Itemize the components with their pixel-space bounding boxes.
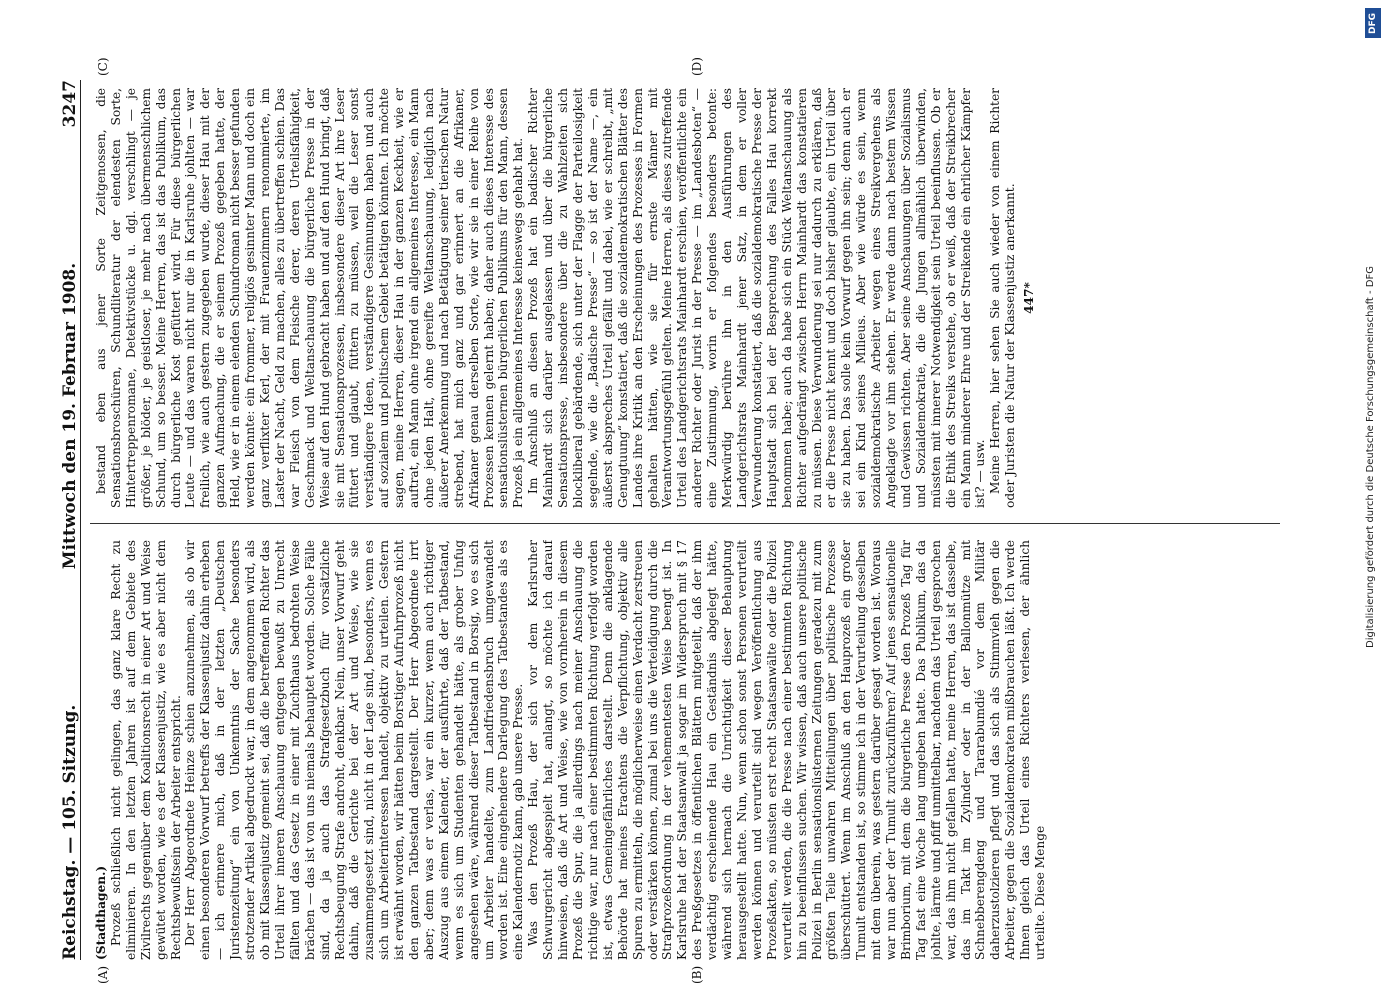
paragraph: Im Anschluß an diesen Prozeß hat ein badischer Richter Mainhardt sich darüber ausgelassen und über die bürgerliche Sensationspresse, insbesondere über die zu Wahlzeiten sich blockliberal gebärdende, sich unter der Flagge der Parteilosigkeit segelnde, wie die „Badische Presse“ — so ist der Name —, ein äußerst abspreches Urteil gefällt und dabei, wie er schreibt, „mit Genugtuung“ konstatiert, daß die sozialdemokratischen Blätter des Landes ihre Kritik an den Erscheinungen des Prozesses in Formen gehalten hätten, wie sie für ernste Männer mit Verantwortungsgefühl gelten. Meine Herren, als dieses zutreffende Urteil des Landgerichtsrats Mainhardt erschien, veröffentlichte ein anderer Richter oder Jurist in der Presse — im „Landesboten“ — eine Zustimmung, worin er folgendes besonders betonte: Merkwürdig berühre ihn in den Ausführungen des Landgerichtsrats Mainhardt jener Satz, in dem er voller Verwunderung konstatiert, daß die sozialdemokratische Presse der Hauptstadt sich bei der Besprechung des Falles Hau korrekt benommen habe; auch da habe sich ein Stück Weltanschauung als Richter aufgedrängt zwischen Herrn Mainhardt das konstatieren zu müssen. Diese Verwunderung sei nur dadurch zu erklären, daß er die Presse nicht kennt und doch bisher glaubte, ein Urteil über sie zu haben. Das solle kein Vorwurf gegen ihn sein; denn auch er sei ein Kind seines Milieus. Aber wie würde es sein, wenn sozialdemokratische Arbeiter wegen eines Streikvergehens als Angeklagte vor ihm stehen. Er werde dann nach bestem Wissen und Gewissen richten. Aber seine Anschauungen über Sozialismus und Sozialdemokratie, die die Jungen allmählich überwinden, müssten mit innerer Notwendigkeit sein Urteil beeinflussen. Ob er die Ethik des Streiks verstehe, ob er weiß, daß der Streikbrecher ein Mann minderer Ehre und der Streikende ein ehrlicher Kämpfer ist? — usw. xyxy=(526,88,988,508)
paragraph: Meine Herren, hier sehen Sie auch wieder von einem Richter oder Juristen die Natur der Klassenjustiz anerkannt. xyxy=(988,88,1018,508)
digitization-credit: Digitalisierung gefördert durch die Deutsche Forschungsgemeinschaft - DFG xyxy=(1365,265,1376,648)
margin-marker-b: (B) xyxy=(690,965,704,984)
paragraph: Der Herr Abgeordnete Heinze schien anzunehmen, als ob wir einen besonderen Vorwurf betreffs der Klassenjustiz dahin erheben — ich erinnere mich, daß in der letzten „Deutschen Juristenzeitung“ ein von Unkenntnis der Sache besonders strotzender Artikel abgedruckt war, in dem angenommen wird, als ob mit Klassenjustiz gemeint sei, daß die betreffenden Richter das Urteil ihrer inneren Anschauung entgegen bewußt zu Unrecht fällten und das Gesetz in einer mit Zuchthaus bedrohten Weise brächen — das ist von uns niemals behauptet worden. Solche Fälle sind, da ja auch das Strafgesetzbuch für vorsätzliche Rechtsbeugung Strafe androht, denkbar. Nein, unser Vorwurf geht dahin, daß die Gerichte bei der Art und Weise, wie sie zusammengesetzt sind, nicht in der Lage sind, besonders, wenn es sich um Arbeiterinteressen handelt, objektiv zu urteilen. Gestern ist erwähnt worden, wir hätten beim Borstiger Aufruhrprozeß nicht den ganzen Tatbestand dargestellt. Der Herr Abgeordnete irrt aber; denn was er verlas, war ein kurzer, wenn auch richtiger Auszug aus einem Kalender, der ausführte, daß der Tatbestand, wenn es sich um Studenten gehandelt hätte, als grober Unfug angesehen wäre, während dieser Tatbestand in Borsig, wo es sich um Arbeiter handelte, zum Landfriedensbruch umgewandelt worden ist. Eine eingehendere Darlegung des Tatbestandes als es eine Kalendernotiz kann, gab unsere Presse. xyxy=(183,540,526,960)
header-left: Reichstag. — 105. Sitzung. xyxy=(60,704,80,960)
right-column xyxy=(94,88,1274,508)
header-center: Mittwoch den 19. Februar 1908. xyxy=(60,262,80,570)
margin-marker-c: (C) xyxy=(96,57,110,76)
dfg-logo: DFG xyxy=(1365,8,1381,38)
speaker-note: (Stadthagen.) xyxy=(94,865,108,960)
page-number: 3247 xyxy=(60,80,80,128)
column-divider xyxy=(90,523,1280,524)
paragraph: Prozeß schließlich nicht gelingen, das ganz klare Recht zu eliminieren. In den letzten Jahren ist auf dem Gebiete des Zivilrechts gegenüber dem Koalitionsrecht in einer Art und Weise gewütet worden, wie es der Klassenjustiz, wie es aber nicht dem Rechtsbewußtsein der Arbeiter entspricht. xyxy=(108,540,183,960)
margin-marker-a: (A) xyxy=(96,965,110,984)
left-column xyxy=(94,540,1274,960)
rotated-page xyxy=(50,0,1048,984)
signature-mark: 447* xyxy=(1022,282,1037,314)
margin-marker-d: (D) xyxy=(690,57,704,76)
paragraph: bestand eben aus jener Sorte Zeitgenossen, die Sensationsbroschüren, Schundliteratur der elendesten Sorte, Hintertreppenromane, Detektivstücke u. dgl. verschlingt — je größer, je blöder, je geistloser, je mehr nach übermenschlichem Schund, um so besser. Meine Herren, das ist das Publikum, das durch bürgerliche Kost gefüttert wird. Für diese bürgerlichen Leute — und das waren nicht nur die in Karlsruhe johlten — war freilich, wie auch gestern zugegeben wurde, dieser Hau mit der ganzen Aufmachung, die er seinem Prozeß gegeben hatte, der Held, wie er in einem elenden Schundroman nicht besser gefunden werden könnte: ein frommer, religiös gesinnter Mann und doch ein ganz verflixter Kerl, der mit Frauenzimmern renommierte, im Laster der Nacht, Geld zu machen, alles zu übertreffen schien. Das war Fleisch von dem Fleische derer, deren Urteilsfähigkeit, Geschmack und Weltanschauung die bürgerliche Presse in der Weise auf den Hund gebracht haben und auf den Hund bringt, daß sie mit Sensationsprozessen, insbesondere dieser Art ihre Leser füttert und glaubt, füttern zu müssen, weil die Leser sonst verständigere Ideen, verständigere Gesinnungen haben und auch auf sozialem und politischem Gebiet betätigen könnten. Ich möchte sagen, meine Herren, dieser Hau in der ganzen Keckheit, wie er auftrat, ein Mann ohne irgend ein allgemeines Interesse, ein Mann ohne jeden Halt, ohne gereifte Weltanschauung, lediglich nach äußerer Anerkennung und nach Betätigung seiner tierischen Natur strebend, hat mich ganz und gar erinnert an die Afrikaner, Afrikaner genau derselben Sorte, wie wir sie in einer Reihe von Prozessen kennen gelernt haben; daher auch dieses Interesse des sensationslüsternen bürgerlichen Publikums für den Mann, dessen Prozeß ja ein allgemeines Interesse keineswegs gehabt hat. xyxy=(94,88,526,508)
paragraph: Was den Prozeß Hau, der sich vor dem Karlsruher Schwurgericht abgespielt hat, anlangt, so möchte ich darauf hinweisen, daß die Art und Weise, wie von vornherein in diesem Prozeß die Spur, die ja allerdings nach meiner Anschauung die richtige war, nur nach einer bestimmten Richtung verfolgt worden ist, etwas Gemeingefährliches darstellt. Denn die anklagende Behörde hat meines Erachtens die Verpflichtung, objektiv alle Spuren zu ermitteln, die möglicherweise einen Verdacht zerstreuen oder verstärken können, zumal bei uns die Verteidigung durch die Strafprozeßordnung in der vehementesten Weise beengt ist. In Karlsruhe hat der Staatsanwalt ja sogar im Widerspruch mit § 17 des Preßgesetzes in öffentlichen Blättern mitgeteilt, daß der ihm verdächtig erscheinende Hau ein Geständnis abgelegt hätte, während sich hernach die Unrichtigkeit dieser Behauptung herausgestellt hatte. Nun, wenn schon sonst Personen verurteilt werden können und verurteilt sind wegen Veröffentlichung aus Prozeßakten, so müssten erst recht Staatsanwälte oder die Polizei verurteilt werden, die die Presse nach einer bestimmten Richtung hin zu beeinflussen suchen. Wir wissen, daß auch unsere politische Polizei in Berlin sensationslüsternen Zeitungen geradezu mit zum größten Teile unwahren Mitteilungen über politische Prozesse überschüttert. Wenn im Anschluß an den Hauprozeß ein großer Tumult entstanden ist, so stimme ich in der Verurteilung desselben mit dem überein, was gestern darüber gesagt worden ist. Woraus war nun aber der Tumult zurückzuführen? Auf jenes sensationelle Brimborium, mit dem die bürgerliche Presse den Prozeß Tag für Tag fast eine Woche lang umgeben hatte. Das Publikum, das da johlte, lärmte und pfiff unmittelbar, nachdem das Urteil gesprochen war, das ihm nicht gefallen hatte, meine Herren, das ist dasselbe, das im Takt im Zylinder oder in der Ballonmütze mit Schnebberengdeng und Tararabumdié vor dem Militär daherzustolzieren pflegt und das sich als Stimmvieh gegen die Arbeiter, gegen die Sozialdemokraten mißbrauchen läßt. Ich werde Ihnen gleich das Urteil eines Richters verlesen, der ähnlich urteilte. Diese Menge xyxy=(526,540,1048,960)
page-header xyxy=(50,80,81,960)
